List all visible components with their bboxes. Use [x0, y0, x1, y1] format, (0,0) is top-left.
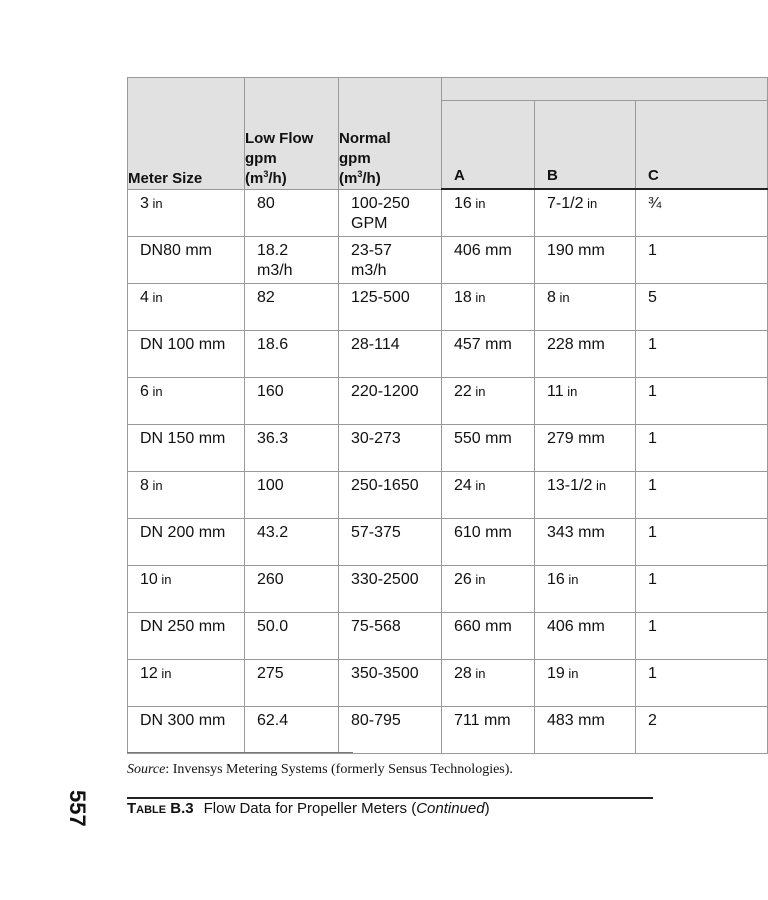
- cell-meter-size-size: 6: [140, 383, 149, 400]
- cell-dim-a: [442, 472, 535, 519]
- cell-dim-b-b: 16: [547, 571, 565, 588]
- cell-low-flow: [245, 331, 339, 378]
- cell-meter-size-size_unit: in: [148, 290, 163, 305]
- cell-dim-a-a_unit: in: [471, 196, 486, 211]
- cell-low-flow: [245, 472, 339, 519]
- table-row: [128, 707, 768, 754]
- cell-dim-c: [636, 519, 768, 566]
- cell-dim-a-a: 18: [454, 289, 472, 306]
- cell-low-flow: [245, 237, 339, 284]
- cell-dim-c-c: 1: [648, 618, 657, 635]
- cell-normal-flow: [339, 425, 442, 472]
- cell-dim-b-b_unit: in: [592, 478, 607, 493]
- cell-dim-a-a: 28: [454, 665, 472, 682]
- cell-dim-a-a_unit: in: [471, 572, 486, 587]
- cell-normal-flow-normal: 250-1650: [351, 477, 419, 494]
- cell-low-flow-low: 260: [257, 571, 284, 588]
- cell-meter-size-size_unit: in: [157, 666, 172, 681]
- cell-meter-size: [128, 189, 245, 237]
- cell-dim-c-c: 1: [648, 430, 657, 447]
- cell-meter-size: [128, 519, 245, 566]
- source-text: : Invensys Metering Systems (formerly Sensus Technologies).: [165, 762, 513, 777]
- cell-low-flow-low: 43.2: [257, 524, 289, 541]
- cell-dim-c: [636, 425, 768, 472]
- cell-low-flow: [245, 378, 339, 425]
- cell-dim-c-c: 1: [648, 571, 657, 588]
- cell-meter-size-size: DN80 mm: [140, 242, 213, 259]
- cell-dim-a-a: 550 mm: [454, 430, 512, 447]
- cell-low-flow-low: 50.0: [257, 618, 289, 635]
- cell-dim-b-b: 7-1/2: [547, 195, 584, 212]
- cell-low-flow-low: 62.4: [257, 712, 289, 729]
- cell-low-flow-low: 18.6: [257, 336, 289, 353]
- cell-low-flow: [245, 613, 339, 660]
- cell-dim-a-a: 711 mm: [454, 712, 511, 729]
- cell-low-flow: [245, 284, 339, 331]
- cell-low-flow-low: 82: [257, 289, 275, 306]
- table-row: [128, 660, 768, 707]
- cell-dim-a-a: 26: [454, 571, 472, 588]
- cell-dim-a: [442, 378, 535, 425]
- cell-meter-size-size_unit: in: [148, 478, 163, 493]
- cell-dim-b-b: 279 mm: [547, 430, 605, 447]
- cell-dim-b: [535, 425, 636, 472]
- cell-meter-size-size_unit: in: [157, 572, 172, 587]
- cell-meter-size-size: DN 150 mm: [140, 430, 226, 447]
- cell-normal-flow-normal: 30-273: [351, 430, 401, 447]
- table-row: [128, 613, 768, 660]
- cell-low-flow-low: 36.3: [257, 430, 289, 447]
- cell-dim-b: [535, 378, 636, 425]
- cell-dim-b-b: 19: [547, 665, 565, 682]
- cell-dim-b-b: 11: [547, 383, 564, 400]
- source-label: Source: [127, 762, 166, 777]
- cell-dim-c-c: 1: [648, 477, 657, 494]
- cell-dim-b: [535, 707, 636, 754]
- cell-dim-b-b: 8: [547, 289, 556, 306]
- cell-dim-a-a_unit: in: [471, 290, 486, 305]
- cell-normal-flow-normal: 57-375: [351, 524, 401, 541]
- table-row: [128, 378, 768, 425]
- cell-meter-size-size_unit: in: [148, 384, 163, 399]
- cell-dim-a: [442, 519, 535, 566]
- cell-dim-a-a: 22: [454, 383, 472, 400]
- table-row: [128, 425, 768, 472]
- cell-dim-a: [442, 237, 535, 284]
- cell-normal-flow: [339, 660, 442, 707]
- cell-dim-b: [535, 660, 636, 707]
- cell-meter-size: [128, 566, 245, 613]
- cell-dim-a-a: 406 mm: [454, 242, 512, 259]
- cell-dim-a: [442, 189, 535, 237]
- cell-dim-b-b_unit: in: [563, 384, 578, 399]
- cell-meter-size: [128, 472, 245, 519]
- header-dim-a: A: [442, 101, 535, 190]
- cell-dim-c-c: 2: [648, 712, 657, 729]
- caption-continued: Continued: [416, 800, 485, 817]
- cell-dim-a-a: 457 mm: [454, 336, 512, 353]
- cell-normal-flow-normal2: GPM: [351, 214, 388, 232]
- cell-dim-c: [636, 613, 768, 660]
- cell-dim-b-b: 483 mm: [547, 712, 605, 729]
- cell-normal-flow: [339, 237, 442, 284]
- caption-close: ): [484, 800, 490, 817]
- cell-dim-b: [535, 237, 636, 284]
- cell-low-flow: [245, 425, 339, 472]
- cell-dim-c-c: 1: [648, 383, 657, 400]
- source-note: [127, 762, 513, 778]
- caption-text: Flow Data for Propeller Meters (: [203, 800, 417, 817]
- cell-meter-size-size: DN 250 mm: [140, 618, 226, 635]
- cell-low-flow: [245, 566, 339, 613]
- table-row: [128, 472, 768, 519]
- cell-dim-c: [636, 566, 768, 613]
- source-divider: [127, 752, 353, 753]
- cell-dim-b-b_unit: in: [555, 290, 570, 305]
- cell-normal-flow: [339, 331, 442, 378]
- cell-dim-b-b: 406 mm: [547, 618, 605, 635]
- cell-dim-c-c: 1: [648, 242, 657, 259]
- cell-dim-b-b: 190 mm: [547, 242, 605, 259]
- cell-meter-size: [128, 613, 245, 660]
- cell-normal-flow: [339, 519, 442, 566]
- flow-data-table-container: [127, 77, 662, 735]
- cell-dim-b-b: 343 mm: [547, 524, 605, 541]
- cell-dim-b-b_unit: in: [564, 572, 579, 587]
- cell-dim-c-c: ¾: [648, 195, 662, 212]
- cell-normal-flow-normal: 23-57: [351, 242, 392, 259]
- cell-normal-flow: [339, 566, 442, 613]
- cell-meter-size: [128, 331, 245, 378]
- cell-dim-c-c: 1: [648, 665, 657, 682]
- cell-dim-a-a_unit: in: [471, 384, 486, 399]
- cell-dim-b-b: 228 mm: [547, 336, 605, 353]
- cell-low-flow-low: 80: [257, 194, 275, 212]
- header-dimensions-group: [442, 78, 768, 101]
- cell-low-flow: [245, 707, 339, 754]
- cell-dim-a: [442, 660, 535, 707]
- cell-dim-b-b_unit: in: [564, 666, 579, 681]
- cell-dim-b: [535, 189, 636, 237]
- cell-dim-a: [442, 566, 535, 613]
- cell-dim-b: [535, 284, 636, 331]
- cell-meter-size: [128, 425, 245, 472]
- cell-dim-c-c: 5: [648, 289, 657, 306]
- caption-divider: [127, 797, 653, 799]
- cell-dim-a: [442, 425, 535, 472]
- table-body: [128, 189, 768, 754]
- cell-low-flow-low: 160: [257, 383, 284, 400]
- caption-label: Table B.3: [127, 800, 194, 817]
- cell-normal-flow-normal: 330-2500: [351, 571, 419, 588]
- cell-dim-b-b: 13-1/2: [547, 477, 593, 494]
- cell-dim-c: [636, 284, 768, 331]
- header-normal-flow: Normal gpm $(m^3/h)$: [339, 78, 442, 190]
- cell-normal-flow-normal: 75-568: [351, 618, 401, 635]
- cell-meter-size-size: 10: [140, 571, 158, 588]
- cell-meter-size-size: 4: [140, 289, 149, 306]
- flow-data-table: [127, 77, 768, 754]
- header-dim-c: C: [636, 101, 768, 190]
- cell-normal-flow-normal: 125-500: [351, 289, 410, 306]
- cell-dim-c-c: 1: [648, 336, 657, 353]
- cell-normal-flow: [339, 378, 442, 425]
- cell-dim-a: [442, 613, 535, 660]
- cell-dim-a-a: 660 mm: [454, 618, 512, 635]
- cell-dim-a-a_unit: in: [471, 666, 486, 681]
- cell-low-flow-low2: m3/h: [257, 262, 293, 279]
- cell-meter-size-size: DN 100 mm: [140, 336, 226, 353]
- cell-dim-c: [636, 189, 768, 237]
- table-caption: [127, 800, 490, 817]
- header-meter-size: Meter Size: [128, 78, 245, 190]
- cell-meter-size-size: 12: [140, 665, 158, 682]
- cell-meter-size: [128, 237, 245, 284]
- cell-normal-flow-normal: 28-114: [351, 336, 400, 353]
- cell-dim-a: [442, 284, 535, 331]
- cell-low-flow-low: 275: [257, 665, 284, 682]
- cell-meter-size: [128, 284, 245, 331]
- cell-normal-flow-normal: 80-795: [351, 712, 401, 729]
- cell-meter-size-size: 8: [140, 477, 149, 494]
- table-row: [128, 189, 768, 237]
- cell-low-flow: [245, 189, 339, 237]
- cell-dim-c: [636, 237, 768, 284]
- cell-dim-c-c: 1: [648, 524, 657, 541]
- cell-low-flow: [245, 660, 339, 707]
- cell-meter-size-size_unit: in: [148, 195, 163, 211]
- table-row: [128, 237, 768, 284]
- page-number: 557: [65, 790, 90, 827]
- cell-dim-b: [535, 519, 636, 566]
- cell-dim-a: [442, 331, 535, 378]
- cell-dim-a: [442, 707, 535, 754]
- table-row: [128, 566, 768, 613]
- table-row: [128, 284, 768, 331]
- cell-dim-c: [636, 331, 768, 378]
- cell-low-flow-low: 100: [257, 477, 284, 494]
- cell-normal-flow-normal: 350-3500: [351, 665, 419, 682]
- cell-dim-c: [636, 707, 768, 754]
- cell-dim-b: [535, 566, 636, 613]
- cell-dim-b: [535, 472, 636, 519]
- cell-meter-size-size: DN 300 mm: [140, 712, 226, 729]
- cell-dim-a-a: 24: [454, 477, 472, 494]
- cell-normal-flow: [339, 707, 442, 754]
- header-low-flow: Low Flow gpm $(m^3/h)$: [245, 78, 339, 190]
- cell-low-flow: [245, 519, 339, 566]
- cell-normal-flow: [339, 284, 442, 331]
- cell-dim-c: [636, 378, 768, 425]
- cell-dim-b: [535, 331, 636, 378]
- cell-normal-flow-normal: 100-250: [351, 194, 410, 212]
- cell-dim-b-b_unit: in: [583, 196, 598, 211]
- cell-dim-b: [535, 613, 636, 660]
- cell-meter-size-size: DN 200 mm: [140, 524, 226, 541]
- cell-meter-size: [128, 707, 245, 754]
- cell-normal-flow: [339, 189, 442, 237]
- header-group-row: [128, 78, 768, 101]
- cell-dim-c: [636, 472, 768, 519]
- cell-dim-a-a: 16: [454, 195, 472, 212]
- cell-meter-size-size: 3: [140, 194, 149, 212]
- cell-normal-flow: [339, 472, 442, 519]
- cell-dim-a-a_unit: in: [471, 478, 486, 493]
- cell-meter-size: [128, 660, 245, 707]
- cell-dim-c: [636, 660, 768, 707]
- cell-low-flow-low: 18.2: [257, 242, 289, 259]
- cell-normal-flow: [339, 613, 442, 660]
- table-row: [128, 519, 768, 566]
- header-dim-b: B: [535, 101, 636, 190]
- cell-normal-flow-normal2: m3/h: [351, 262, 387, 279]
- cell-meter-size: [128, 378, 245, 425]
- table-row: [128, 331, 768, 378]
- cell-dim-a-a: 610 mm: [454, 524, 512, 541]
- cell-normal-flow-normal: 220-1200: [351, 383, 419, 400]
